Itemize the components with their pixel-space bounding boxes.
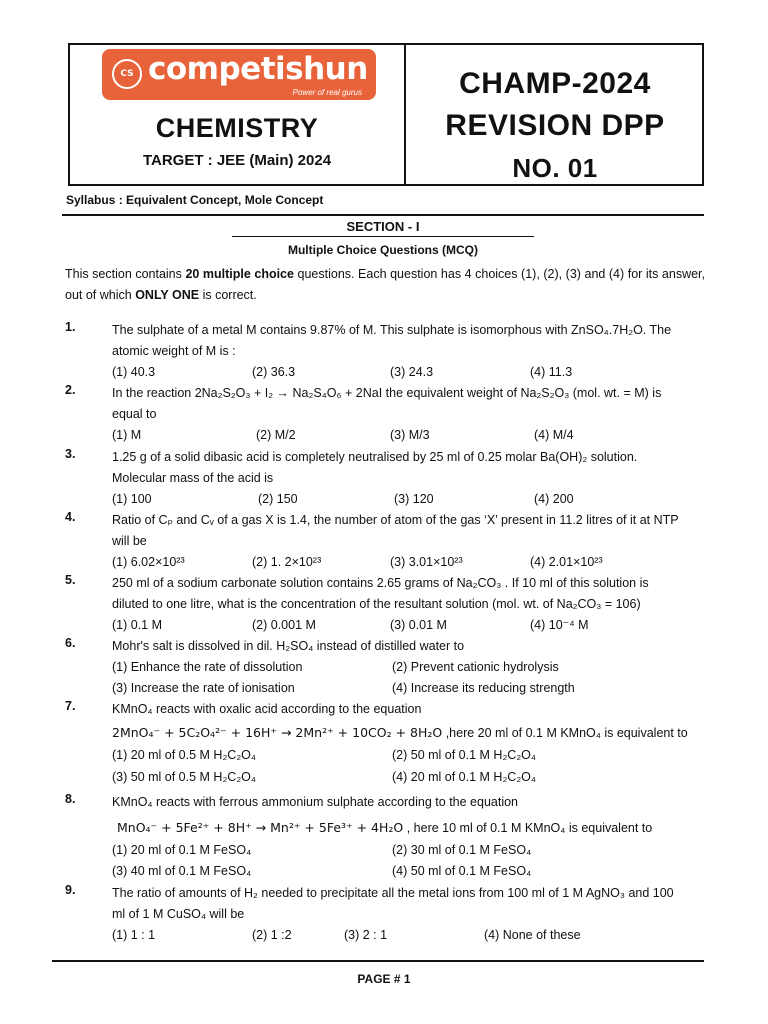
question-number: 1. [65, 320, 76, 334]
equation-suffix: , here 10 ml of 0.1 M KMnO₄ is equivalent to [403, 821, 653, 835]
syllabus: Syllabus : Equivalent Concept, Mole Concept [66, 193, 324, 207]
option-2[interactable]: (2) Prevent cationic hydrolysis [392, 660, 559, 674]
question-text: KMnO₄ reacts with ferrous ammonium sulphate according to the equation [112, 795, 518, 809]
option-row [112, 745, 703, 766]
option-1[interactable]: (1) 20 ml of 0.5 M H₂C₂O₄ [112, 748, 257, 762]
option-4[interactable]: (4) 200 [534, 492, 574, 506]
option-2[interactable]: (2) 1 :2 [252, 928, 292, 942]
question-number: 7. [65, 699, 76, 713]
option-row [112, 615, 703, 636]
option-row [112, 861, 703, 882]
option-1[interactable]: (1) Enhance the rate of dissolution [112, 660, 303, 674]
chemical-equation: 2MnO₄⁻ + 5C₂O₄²⁻ + 16H⁺ → 2Mn²⁺ + 10CO₂ + 8H₂O [112, 725, 443, 740]
option-1[interactable]: (1) M [112, 428, 142, 442]
option-row [112, 362, 703, 383]
question-number: 9. [65, 883, 76, 897]
page-number: PAGE # 1 [357, 972, 411, 986]
option-4[interactable]: (4) 20 ml of 0.1 M H₂C₂O₄ [392, 770, 537, 784]
question-text-cont: ml of 1 M CuSO₄ will be [112, 907, 245, 921]
option-row [112, 425, 703, 446]
mcq-subtitle: Multiple Choice Questions (MCQ) [287, 243, 478, 257]
question-text-cont: diluted to one litre, what is the concentration of the resultant solution (mol. wt. of Na₂CO₃ = 106) [112, 597, 641, 611]
question-number: 4. [65, 510, 76, 524]
option-row [112, 767, 703, 788]
option-1[interactable]: (1) 6.02×10²³ [112, 555, 185, 569]
question-text-cont: Molecular mass of the acid is [112, 471, 274, 485]
question-text-cont: equal to [112, 407, 157, 421]
question-text: KMnO₄ reacts with oxalic acid according to the equation [112, 702, 422, 716]
option-2[interactable]: (2) M/2 [256, 428, 296, 442]
option-3[interactable]: (3) 0.01 M [390, 618, 447, 632]
option-1[interactable]: (1) 40.3 [112, 365, 156, 379]
option-4[interactable]: (4) M/4 [534, 428, 574, 442]
option-row [112, 552, 703, 573]
target-exam: TARGET : JEE (Main) 2024 [142, 152, 332, 169]
option-3[interactable]: (3) 2 : 1 [344, 928, 388, 942]
option-2[interactable]: (2) 150 [258, 492, 298, 506]
question-text-cont: will be [112, 534, 147, 548]
option-row [112, 925, 703, 946]
dpp-title-line1: CHAMP-2024 [459, 67, 651, 100]
question-text: The ratio of amounts of H₂ needed to precipitate all the metal ions from 100 ml of 1 M AgNO₃ and 100 [112, 886, 674, 900]
option-4[interactable]: (4) 2.01×10²³ [530, 555, 603, 569]
option-1[interactable]: (1) 20 ml of 0.1 M FeSO₄ [112, 843, 252, 857]
section-top-rule [62, 214, 704, 216]
option-4[interactable]: (4) Increase its reducing strength [392, 681, 575, 695]
question-number: 5. [65, 573, 76, 587]
option-4[interactable]: (4) 11.3 [530, 365, 573, 379]
option-3[interactable]: (3) 50 ml of 0.5 M H₂C₂O₄ [112, 770, 257, 784]
option-2[interactable]: (2) 36.3 [252, 365, 296, 379]
option-row [112, 678, 703, 699]
footer-rule [52, 960, 704, 962]
equation-suffix: ,here 20 ml of 0.1 M KMnO₄ is equivalent to [442, 726, 688, 740]
question-number: 2. [65, 383, 76, 397]
question-number: 8. [65, 792, 76, 806]
question-text: Ratio of Cₚ and Cᵥ of a gas X is 1.4, the number of atom of the gas ‘X’ present in 11.2 litres of it at NTP [112, 513, 679, 527]
section-title: SECTION - I [346, 219, 420, 234]
header-box [68, 43, 704, 186]
question-text: 1.25 g of a solid dibasic acid is completely neutralised by 25 ml of 0.25 molar Ba(OH)₂ solution. [112, 450, 638, 464]
question-number: 3. [65, 447, 76, 461]
intro-bold-count: 20 multiple choice [185, 267, 294, 281]
option-1[interactable]: (1) 100 [112, 492, 152, 506]
option-1[interactable]: (1) 0.1 M [112, 618, 163, 632]
option-3[interactable]: (3) 24.3 [390, 365, 434, 379]
question-text-cont: atomic weight of M is : [112, 344, 236, 358]
equation-line [117, 817, 652, 839]
option-3[interactable]: (3) Increase the rate of ionisation [112, 681, 295, 695]
subject-title: CHEMISTRY [155, 113, 319, 143]
logo-wordmark: competishun [148, 51, 368, 87]
option-row [112, 489, 703, 510]
question-text: The sulphate of a metal M contains 9.87% of M. This sulphate is isomorphous with ZnSO₄.7H₂O. The [112, 323, 672, 337]
question-text: Mohr's salt is dissolved in dil. H₂SO₄ instead of distilled water to [112, 639, 465, 653]
option-3[interactable]: (3) 40 ml of 0.1 M FeSO₄ [112, 864, 252, 878]
option-2[interactable]: (2) 0.001 M [252, 618, 316, 632]
question-text: 250 ml of a sodium carbonate solution contains 2.65 grams of Na₂CO₃ . If 10 ml of this solution is [112, 576, 649, 590]
intro-bold-only-one: ONLY ONE [135, 288, 200, 302]
option-row [112, 657, 703, 678]
option-2[interactable]: (2) 50 ml of 0.1 M H₂C₂O₄ [392, 748, 537, 762]
option-row [112, 840, 703, 861]
competishun-logo [102, 49, 376, 100]
option-1[interactable]: (1) 1 : 1 [112, 928, 156, 942]
equation-line [112, 722, 688, 744]
option-3[interactable]: (3) 120 [394, 492, 434, 506]
option-2[interactable]: (2) 1. 2×10²³ [252, 555, 322, 569]
option-3[interactable]: (3) 3.01×10²³ [390, 555, 463, 569]
option-4[interactable]: (4) 10⁻⁴ M [530, 618, 589, 632]
logo-cycle-icon: CS [112, 59, 142, 89]
dpp-title-line2: REVISION DPP [445, 109, 665, 142]
intro-text-e: is correct. [199, 288, 257, 302]
dpp-number: NO. 01 [512, 153, 598, 183]
logo-tagline: Power of real gurus [292, 88, 362, 97]
section-underline [232, 236, 534, 237]
option-4[interactable]: (4) 50 ml of 0.1 M FeSO₄ [392, 864, 532, 878]
chemical-equation: MnO₄⁻ + 5Fe²⁺ + 8H⁺ → Mn²⁺ + 5Fe³⁺ + 4H₂O [117, 820, 404, 835]
question-number: 6. [65, 636, 76, 650]
intro-text-c: questions. Each question has 4 choices (1), (2), (3) and (4) for its answer, out of which [65, 267, 705, 302]
section-instructions [65, 264, 705, 306]
intro-text-a: This section contains [65, 267, 186, 281]
option-3[interactable]: (3) M/3 [390, 428, 430, 442]
option-2[interactable]: (2) 30 ml of 0.1 M FeSO₄ [392, 843, 532, 857]
question-text: In the reaction 2Na₂S₂O₃ + I₂ → Na₂S₄O₆ + 2NaI the equivalent weight of Na₂S₂O₃ (mol. wt. = M) is [112, 386, 662, 400]
option-4[interactable]: (4) None of these [484, 928, 581, 942]
